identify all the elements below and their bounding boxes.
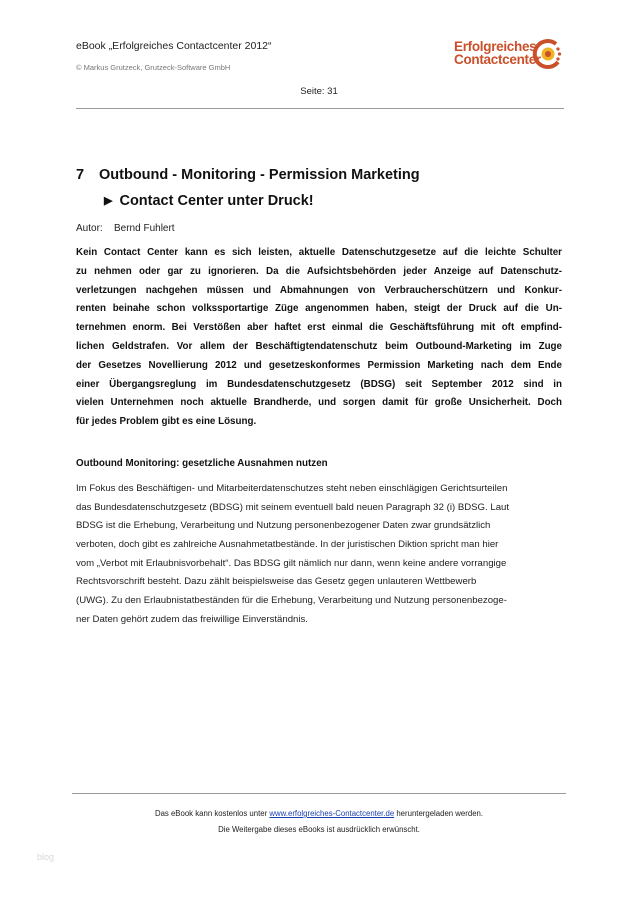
logo-line-2: Contactcenter <box>454 52 541 67</box>
body-line: vom „Verbot mit Erlaubnisvorbehalt“. Das BDSG gilt nämlich nur dann, wenn keine andere vorrangige <box>76 557 507 569</box>
chapter-subtitle <box>104 193 314 209</box>
body-line: (UWG). Zu den Erlaubnistatbeständen für die Erhebung, Verarbeitung und Nutzung personenbezoge- <box>76 595 507 607</box>
page-number: Seite: 31 <box>300 86 338 97</box>
author-name: Bernd Fuhlert <box>114 223 175 234</box>
chapter-number: 7 <box>76 167 85 183</box>
lead-line: ternehmen enorm. Bei Verstößen aber haftet erst einmal die Geschäftsführung mit oft empfind- <box>76 322 562 334</box>
logo-circle-icon <box>532 38 562 70</box>
footer-text-before: Das eBook kann kostenlos unter <box>154 809 270 818</box>
download-link[interactable]: www.erfolgreiches-Contactcenter.de <box>269 809 395 818</box>
body-line: Rechtsvorschrift besteht. Dazu zählt beispielsweise das Gesetz gegen unlauteren Wettbewerb <box>76 576 477 588</box>
body-line: das Bundesdatenschutzgesetz (BDSG) mit seinem eventuell bald neuen Paragraph 32 (i) BDSG. Laut <box>76 501 510 513</box>
lead-line: verletzungen nachgehen müssen und Abmahnungen von Verbraucherschützern und Konkur- <box>76 284 562 296</box>
header-divider <box>76 108 564 109</box>
chapter-heading <box>76 167 420 183</box>
lead-line: für jedes Problem gibt es eine Lösung. <box>76 416 257 428</box>
body-line: ner Daten gehört zudem das freiwillige Einverständnis. <box>76 613 308 625</box>
lead-paragraph <box>76 244 562 432</box>
logo-line-1: Erfolgreiches <box>454 39 537 54</box>
lead-line: renten beinahe schon volkssportartige Züge angenommen haben, steigt der Druck auf die Un- <box>76 303 562 315</box>
chapter-title: Outbound - Monitoring - Permission Marketing <box>99 167 420 183</box>
section-body <box>76 480 564 630</box>
lead-line: vielen Unternehmen noch aktuelle Brandherde, und sorgen damit für große Unsicherheit. Doch <box>76 397 562 409</box>
lead-line: einer Übergangsreglung im Bundesdatenschutzgesetz (BDSG) seit September 2012 sind in <box>76 378 562 390</box>
body-line: verboten, doch gibt es zahlreiche Ausnahmetatbestände. In der juristischen Diktion spricht man hier <box>76 539 499 551</box>
body-line: Im Fokus des Beschäftigen- und Mitarbeiterdatenschutzes steht neben einschlägigen Gerichtsurteilen <box>76 483 508 494</box>
footer-divider <box>72 793 566 794</box>
logo-wordmark <box>454 40 541 66</box>
ebook-title: eBook „Erfolgreiches Contactcenter 2012“ <box>76 40 272 52</box>
lead-line: zu nehmen oder gar zu ignorieren. Da die Aufsichtsbehörden jeder Anzeige auf Datenschutz- <box>76 265 562 277</box>
author-line <box>76 223 175 234</box>
watermark: blog <box>37 852 55 862</box>
section-heading: Outbound Monitoring: gesetzliche Ausnahmen nutzen <box>76 458 328 469</box>
lead-line: der Gesetzes Novellierung 2012 und gesetzeskonformes Permission Marketing nach dem Ende <box>76 359 562 371</box>
footer-download-note <box>0 809 638 818</box>
footer-sharing-note: Die Weitergabe dieses eBooks ist ausdrücklich erwünscht. <box>218 825 420 834</box>
author-label: Autor: <box>76 223 103 234</box>
triangle-bullet-icon: ▶ <box>104 195 113 207</box>
footer-text-after: heruntergeladen werden. <box>394 809 484 818</box>
subtitle-text: Contact Center unter Druck! <box>119 193 314 209</box>
brand-logo <box>454 38 564 78</box>
lead-line: lichen Geldstrafen. Vor allem der Beschäftigtendatenschutz beim Outbound-Marketing im Zuge <box>76 340 562 352</box>
lead-line: Kein Contact Center kann es sich leisten, aktuelle Datenschutzgesetze auf die leichte Schulter <box>76 247 562 258</box>
body-line: BDSG ist die Erhebung, Verarbeitung und Nutzung personenbezogener Daten zwar grundsätzlich <box>76 520 491 532</box>
copyright-notice: © Markus Grutzeck, Grutzeck-Software GmbH <box>76 63 231 72</box>
